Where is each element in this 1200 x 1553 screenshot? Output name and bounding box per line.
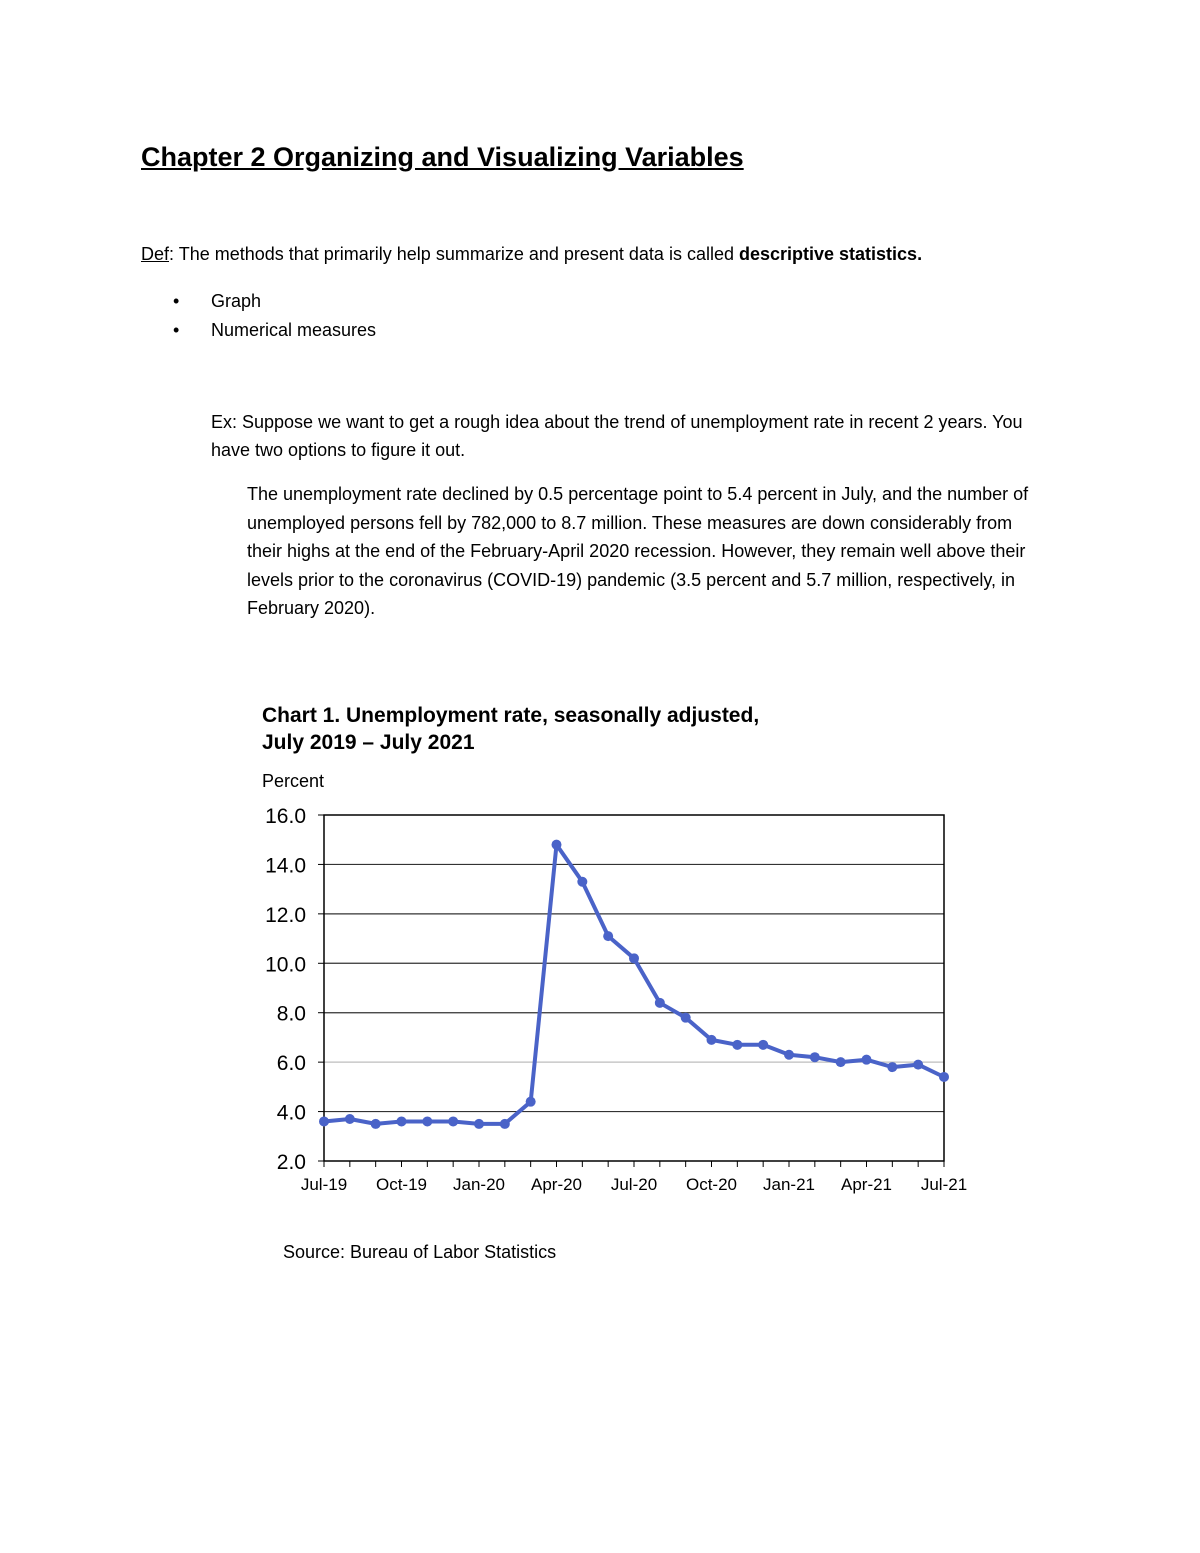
gridlines bbox=[318, 815, 944, 1167]
definition-term: descriptive statistics bbox=[738, 244, 918, 264]
data-point bbox=[655, 998, 665, 1008]
chart-svg bbox=[230, 690, 990, 1210]
bullet-list bbox=[141, 290, 376, 348]
data-point bbox=[397, 1116, 407, 1126]
x-tick-label: Jul-21 bbox=[920, 1175, 968, 1194]
y-tick-label: 6.0 bbox=[276, 1052, 306, 1076]
data-point bbox=[681, 1013, 691, 1023]
y-tick-label: 2.0 bbox=[276, 1151, 306, 1174]
data-point bbox=[371, 1119, 381, 1129]
definition-paragraph bbox=[141, 244, 922, 265]
x-tick-label: Jul-20 bbox=[610, 1175, 658, 1194]
series-line bbox=[324, 845, 944, 1124]
definition-period: . bbox=[917, 244, 923, 264]
y-tick-label: 10.0 bbox=[265, 953, 306, 977]
y-tick-labels bbox=[265, 805, 306, 1174]
data-point bbox=[913, 1060, 923, 1070]
x-tick-label: Oct-19 bbox=[375, 1175, 428, 1194]
y-tick-label: 12.0 bbox=[265, 903, 306, 927]
chart-title-line1: Chart 1. Unemployment rate, seasonally adjusted, bbox=[262, 704, 760, 727]
unemployment-chart bbox=[230, 690, 990, 1210]
source-note: Source: Bureau of Labor Statistics bbox=[283, 1242, 557, 1262]
example-paragraph: Ex: Suppose we want to get a rough idea about the trend of unemployment rate in recent 2 years. You have two options to figure it out. bbox=[211, 412, 1023, 460]
x-tick-label: Jul-19 bbox=[300, 1175, 348, 1194]
plot-frame bbox=[324, 815, 944, 1161]
page-title: Chapter 2 Organizing and Visualizing Variables bbox=[141, 142, 744, 172]
data-point bbox=[448, 1116, 458, 1126]
data-point bbox=[500, 1119, 510, 1129]
data-point bbox=[552, 840, 562, 850]
data-point bbox=[836, 1057, 846, 1067]
data-point bbox=[603, 931, 613, 941]
data-point bbox=[629, 953, 639, 963]
x-tick-label: Jan-21 bbox=[763, 1175, 815, 1194]
definition-label: Def bbox=[141, 244, 170, 264]
x-tick-label: Oct-20 bbox=[685, 1175, 738, 1194]
data-point bbox=[758, 1040, 768, 1050]
data-point bbox=[732, 1040, 742, 1050]
x-tick-label: Apr-20 bbox=[530, 1175, 583, 1194]
list-item: • Graph bbox=[141, 290, 376, 319]
y-tick-label: 16.0 bbox=[265, 805, 306, 828]
data-point bbox=[474, 1119, 484, 1129]
data-point bbox=[784, 1050, 794, 1060]
data-point bbox=[707, 1035, 717, 1045]
data-point bbox=[862, 1055, 872, 1065]
chart-title-line2: July 2019 – July 2021 bbox=[262, 731, 475, 754]
y-tick-label: 8.0 bbox=[276, 1002, 306, 1026]
x-tick-label: Apr-21 bbox=[840, 1175, 893, 1194]
y-tick-label: 14.0 bbox=[265, 854, 306, 878]
data-point bbox=[939, 1072, 949, 1082]
definition-text: The methods that primarily help summarize and present data is called bbox=[174, 244, 739, 264]
x-tick-label: Jan-20 bbox=[453, 1175, 505, 1194]
definition-colon: : bbox=[169, 244, 175, 264]
data-point bbox=[810, 1052, 820, 1062]
data-point bbox=[577, 877, 587, 887]
y-axis-label: Percent bbox=[262, 771, 325, 791]
list-item: • Numerical measures bbox=[141, 319, 376, 348]
data-point bbox=[526, 1097, 536, 1107]
data-point bbox=[345, 1114, 355, 1124]
x-tick-labels bbox=[301, 1175, 967, 1194]
data-point bbox=[887, 1062, 897, 1072]
y-tick-label: 4.0 bbox=[276, 1101, 306, 1125]
data-point bbox=[319, 1116, 329, 1126]
data-point bbox=[422, 1116, 432, 1126]
quoted-passage: The unemployment rate declined by 0.5 percentage point to 5.4 percent in July, and the number of unemployed persons fell by 782,000 to 8.7 million. These measures are down considerably from their highs at the end of the February-April 2020 recession. However, they remain well above their levels prior to the coronavirus (COVID-19) pandemic (3.5 percent and 5.7 million, respectively, in February 2020). bbox=[247, 484, 1029, 618]
data-series bbox=[319, 840, 949, 1129]
